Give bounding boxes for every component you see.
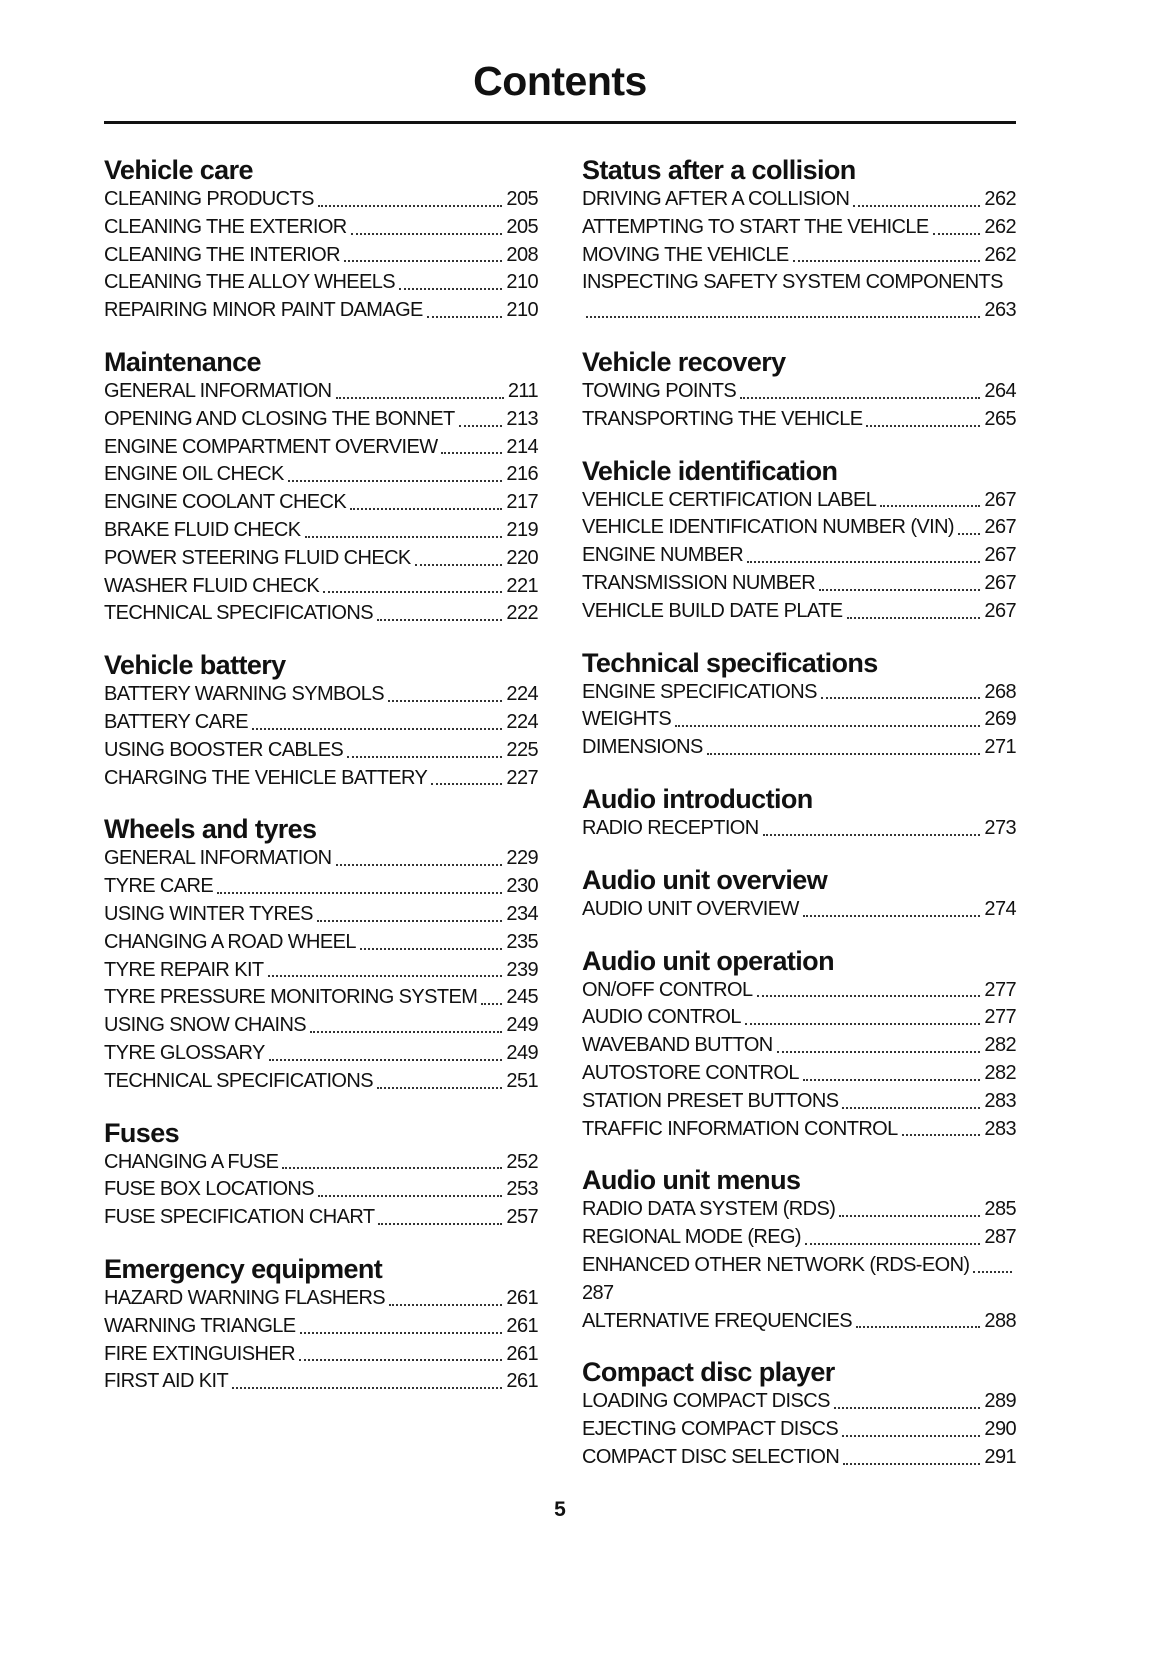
entry-page: 208 <box>506 243 538 266</box>
toc-entry[interactable] <box>104 709 538 737</box>
entry-title: ENGINE COOLANT CHECK <box>104 491 347 514</box>
entry-page: 269 <box>984 708 1016 731</box>
entry-title: CLEANING THE ALLOY WHEELS <box>104 271 396 294</box>
dot-leader <box>317 920 503 922</box>
entry-page: 261 <box>506 1370 538 1393</box>
dot-leader <box>902 1134 981 1136</box>
entry-page: 262 <box>984 188 1016 210</box>
entry-title: RADIO RECEPTION <box>582 816 759 839</box>
entry-title: TYRE GLOSSARY <box>104 1041 265 1064</box>
dot-leader <box>842 1435 980 1437</box>
entry-page: 252 <box>506 1150 538 1173</box>
entry-title: LOADING COMPACT DISCS <box>582 1390 830 1413</box>
toc-entry[interactable] <box>582 242 1016 270</box>
entry-title: FIRE EXTINGUISHER <box>104 1342 295 1365</box>
entry-page: 220 <box>506 546 538 569</box>
entry-page: 249 <box>506 1014 538 1037</box>
dot-leader <box>378 1223 502 1225</box>
toc-entry[interactable] <box>582 214 1016 242</box>
toc-entry[interactable] <box>104 765 538 793</box>
toc-entry[interactable] <box>104 434 538 462</box>
entry-title: CHANGING A FUSE <box>104 1150 279 1173</box>
entry-title: BATTERY WARNING SYMBOLS <box>104 683 384 706</box>
entry-title: COMPACT DISC SELECTION <box>582 1445 840 1468</box>
entry-page: 261 <box>506 1286 538 1309</box>
entry-page: 267 <box>984 571 1016 594</box>
toc-entry[interactable] <box>104 600 538 628</box>
entry-title: USING SNOW CHAINS <box>104 1014 307 1037</box>
toc-entry[interactable] <box>582 1060 1016 1088</box>
entry-page: 267 <box>984 599 1016 622</box>
dot-leader <box>481 1003 502 1005</box>
entry-title: WARNING TRIANGLE <box>104 1314 296 1337</box>
toc-entry[interactable] <box>104 378 538 406</box>
entry-page: 267 <box>984 544 1016 567</box>
section-heading: Vehicle recovery <box>582 346 786 377</box>
entry-title: REPAIRING MINOR PAINT DAMAGE <box>104 299 423 322</box>
toc-section <box>582 456 1016 626</box>
dot-leader <box>269 1059 503 1061</box>
entry-title: FUSE BOX LOCATIONS <box>104 1178 314 1201</box>
toc-entry[interactable] <box>582 706 1016 734</box>
entry-title: WAVEBAND BUTTON <box>582 1034 773 1057</box>
toc-entry[interactable] <box>104 573 538 601</box>
dot-leader <box>318 1195 502 1197</box>
entry-page: 221 <box>506 574 538 597</box>
toc-entry[interactable] <box>104 489 538 517</box>
entry-page: 225 <box>506 738 538 761</box>
toc-section <box>104 650 538 792</box>
toc-entry[interactable] <box>104 214 538 242</box>
toc-entry[interactable] <box>104 984 538 1012</box>
entry-title: GENERAL INFORMATION <box>104 379 332 402</box>
dot-leader <box>803 915 981 917</box>
toc-entry[interactable] <box>104 1176 538 1204</box>
toc-section <box>582 865 1016 924</box>
entry-title: TYRE CARE <box>104 875 214 898</box>
entry-page: 285 <box>984 1198 1016 1221</box>
toc-entry[interactable] <box>104 242 538 270</box>
toc-entry[interactable] <box>582 1116 1016 1144</box>
entry-title: CHANGING A ROAD WHEEL <box>104 930 356 953</box>
entry-page: 274 <box>984 897 1016 920</box>
toc-entry[interactable] <box>582 1088 1016 1116</box>
entry-title: MOVING THE VEHICLE <box>582 243 789 266</box>
entry-page: 271 <box>984 736 1016 759</box>
toc-entry[interactable] <box>582 1224 1016 1252</box>
toc-entry[interactable] <box>104 1341 538 1369</box>
toc-section <box>582 784 1016 843</box>
toc-entry[interactable] <box>582 514 1016 542</box>
dot-leader <box>740 397 980 399</box>
entry-page: 205 <box>506 188 538 210</box>
toc-entry[interactable] <box>582 1444 1016 1472</box>
entry-page: 210 <box>506 299 538 322</box>
entry-page: 235 <box>506 930 538 953</box>
toc-entry[interactable] <box>582 815 1016 843</box>
entry-title: ENHANCED OTHER NETWORK (RDS-EON) <box>582 1253 970 1276</box>
dot-leader <box>347 756 502 758</box>
dot-leader <box>252 728 502 730</box>
toc-section <box>104 1118 538 1232</box>
dot-leader <box>843 1463 980 1465</box>
toc-entry[interactable] <box>582 679 1016 707</box>
dot-leader <box>842 1107 980 1109</box>
entry-title: ENGINE SPECIFICATIONS <box>582 680 817 703</box>
toc-section <box>582 1165 1016 1335</box>
entry-page: 245 <box>506 986 538 1009</box>
entry-page: 219 <box>506 518 538 541</box>
toc-entry[interactable] <box>582 598 1016 626</box>
toc-section <box>104 814 538 1095</box>
contents-column-right <box>582 155 1016 1494</box>
entry-page: 214 <box>506 435 538 458</box>
dot-leader <box>933 233 981 235</box>
entry-page: 267 <box>984 516 1016 539</box>
toc-section <box>582 648 1016 762</box>
entry-page: 239 <box>506 958 538 981</box>
dot-leader <box>853 205 980 207</box>
toc-entry[interactable] <box>104 461 538 489</box>
dot-leader <box>431 783 502 785</box>
dot-leader <box>847 617 981 619</box>
dot-leader <box>389 1304 502 1306</box>
title-rule <box>104 121 1016 124</box>
toc-entry[interactable] <box>104 873 538 901</box>
toc-entry[interactable] <box>582 1308 1016 1336</box>
dot-leader <box>819 589 980 591</box>
section-heading: Vehicle identification <box>582 455 838 486</box>
entry-title: VEHICLE IDENTIFICATION NUMBER (VIN) <box>582 516 954 539</box>
toc-entry[interactable] <box>104 845 538 873</box>
dot-leader <box>427 316 503 318</box>
entry-page: 289 <box>984 1390 1016 1413</box>
entry-title: RADIO DATA SYSTEM (RDS) <box>582 1198 836 1221</box>
entry-title: AUDIO UNIT OVERVIEW <box>582 897 799 920</box>
dot-leader <box>299 1359 502 1361</box>
dot-leader <box>777 1051 981 1053</box>
entry-title: BRAKE FLUID CHECK <box>104 518 301 541</box>
toc-section <box>104 347 538 628</box>
toc-entry[interactable] <box>104 545 538 573</box>
dot-leader <box>821 697 981 699</box>
entry-title: HAZARD WARNING FLASHERS <box>104 1286 386 1309</box>
entry-page: 283 <box>984 1117 1016 1140</box>
entry-title: CLEANING THE INTERIOR <box>104 243 340 266</box>
contents-column-left <box>104 155 538 1418</box>
entry-page: 210 <box>506 271 538 294</box>
entry-title: GENERAL INFORMATION <box>104 847 332 870</box>
dot-leader <box>415 564 503 566</box>
entry-title: TRANSPORTING THE VEHICLE <box>582 407 863 430</box>
toc-entry[interactable] <box>582 570 1016 598</box>
entry-page: 261 <box>506 1314 538 1337</box>
entry-page: 287 <box>984 1226 1016 1249</box>
dot-leader <box>839 1215 980 1217</box>
toc-entry[interactable] <box>104 406 538 434</box>
dot-leader <box>318 205 503 207</box>
toc-entry[interactable] <box>104 1313 538 1341</box>
dot-leader <box>763 834 981 836</box>
entry-title: WEIGHTS <box>582 708 672 731</box>
toc-entry[interactable] <box>104 929 538 957</box>
entry-title: TOWING POINTS <box>582 379 737 402</box>
dot-leader <box>399 288 502 290</box>
toc-entry[interactable] <box>582 542 1016 570</box>
entry-title: TRANSMISSION NUMBER <box>582 571 816 594</box>
section-heading: Maintenance <box>104 346 261 377</box>
entry-title: BATTERY CARE <box>104 710 248 733</box>
toc-entry[interactable] <box>104 1012 538 1040</box>
dot-leader <box>793 260 981 262</box>
dot-leader <box>856 1326 980 1328</box>
dot-leader <box>958 533 980 535</box>
entry-page: 262 <box>984 243 1016 266</box>
entry-page: 234 <box>506 902 538 925</box>
entry-page: 205 <box>506 215 538 238</box>
entry-page: 227 <box>506 766 538 789</box>
dot-leader <box>350 508 502 510</box>
toc-entry[interactable] <box>104 1204 538 1232</box>
dot-leader <box>834 1407 981 1409</box>
section-heading: Status after a collision <box>582 155 856 185</box>
entry-page: 282 <box>984 1034 1016 1057</box>
section-heading: Wheels and tyres <box>104 814 317 845</box>
toc-entry[interactable] <box>104 901 538 929</box>
entry-page: 290 <box>984 1418 1016 1441</box>
entry-title: FIRST AID KIT <box>104 1370 229 1393</box>
entry-page: 224 <box>506 710 538 733</box>
entry-page: 291 <box>984 1445 1016 1468</box>
entry-page: 253 <box>506 1178 538 1201</box>
toc-entry[interactable] <box>582 378 1016 406</box>
toc-entry[interactable] <box>104 737 538 765</box>
dot-leader <box>973 1271 1012 1273</box>
dot-leader <box>351 233 503 235</box>
section-heading: Technical specifications <box>582 647 878 678</box>
toc-entry[interactable] <box>104 1368 538 1396</box>
dot-leader <box>282 1167 502 1169</box>
dot-leader <box>757 995 981 997</box>
dot-leader <box>305 536 503 538</box>
dot-leader <box>441 452 502 454</box>
toc-entry[interactable] <box>582 269 1016 325</box>
dot-leader <box>232 1387 502 1389</box>
dot-leader <box>803 1079 981 1081</box>
toc-entry[interactable] <box>582 1388 1016 1416</box>
entry-page: 288 <box>984 1309 1016 1332</box>
dot-leader <box>880 505 980 507</box>
toc-entry[interactable] <box>104 681 538 709</box>
dot-leader <box>805 1243 980 1245</box>
section-heading: Vehicle care <box>104 155 253 185</box>
dot-leader <box>459 425 503 427</box>
entry-title: DRIVING AFTER A COLLISION <box>582 188 850 210</box>
entry-title: POWER STEERING FLUID CHECK <box>104 546 411 569</box>
section-heading: Audio unit overview <box>582 864 828 895</box>
entry-page: 277 <box>984 1006 1016 1029</box>
entry-page: 277 <box>984 978 1016 1001</box>
section-heading: Emergency equipment <box>104 1253 383 1284</box>
page-title: Contents <box>473 58 647 104</box>
toc-entry[interactable] <box>582 734 1016 762</box>
toc-entry[interactable] <box>582 1252 1016 1308</box>
toc-entry[interactable] <box>104 957 538 985</box>
entry-page: 251 <box>506 1069 538 1092</box>
entry-title: ON/OFF CONTROL <box>582 978 753 1001</box>
toc-entry[interactable] <box>104 1149 538 1177</box>
entry-page: 267 <box>984 488 1016 511</box>
toc-section <box>104 1254 538 1396</box>
toc-section <box>582 155 1016 325</box>
entry-page: 273 <box>984 816 1016 839</box>
toc-entry[interactable] <box>582 186 1016 214</box>
toc-entry[interactable] <box>582 1416 1016 1444</box>
toc-entry[interactable] <box>104 1285 538 1313</box>
section-heading: Audio unit menus <box>582 1165 801 1196</box>
toc-entry[interactable] <box>104 269 538 297</box>
entry-title: TECHNICAL SPECIFICATIONS <box>104 1069 373 1092</box>
dot-leader <box>675 725 980 727</box>
section-heading: Fuses <box>104 1117 180 1148</box>
entry-page: 217 <box>506 491 538 514</box>
entry-title: WASHER FLUID CHECK <box>104 574 320 597</box>
dot-leader <box>268 975 503 977</box>
toc-section <box>104 155 538 325</box>
entry-page: 229 <box>506 847 538 870</box>
entry-page: 213 <box>506 407 538 430</box>
entry-title: REGIONAL MODE (REG) <box>582 1226 801 1249</box>
entry-title: TECHNICAL SPECIFICATIONS <box>104 602 373 625</box>
dot-leader <box>377 619 502 621</box>
entry-title: INSPECTING SAFETY SYSTEM COMPONENTS <box>582 271 1003 294</box>
section-heading: Audio unit operation <box>582 945 834 976</box>
entry-title: CLEANING THE EXTERIOR <box>104 215 347 238</box>
entry-page: 222 <box>506 602 538 625</box>
dot-leader <box>310 1031 502 1033</box>
page-number: 5 <box>554 1498 566 1521</box>
dot-leader <box>323 591 502 593</box>
dot-leader <box>377 1087 502 1089</box>
dot-leader <box>707 753 981 755</box>
toc-section <box>582 347 1016 434</box>
entry-page: 257 <box>506 1206 538 1229</box>
entry-page: 282 <box>984 1061 1016 1084</box>
entry-page: 211 <box>507 379 538 402</box>
entry-page: 264 <box>984 379 1016 402</box>
entry-page: 249 <box>506 1041 538 1064</box>
entry-title: DIMENSIONS <box>582 736 703 759</box>
dot-leader <box>388 700 502 702</box>
entry-page: 230 <box>506 875 538 898</box>
toc-entry[interactable] <box>582 1196 1016 1224</box>
toc-entry[interactable] <box>582 406 1016 434</box>
entry-title: ENGINE COMPARTMENT OVERVIEW <box>104 435 438 458</box>
entry-title: ENGINE NUMBER <box>582 544 744 567</box>
entry-title: VEHICLE CERTIFICATION LABEL <box>582 488 877 511</box>
entry-page: 268 <box>984 680 1016 703</box>
dot-leader <box>747 561 980 563</box>
entry-page: 265 <box>984 407 1016 430</box>
entry-page: 283 <box>984 1089 1016 1112</box>
section-heading: Audio introduction <box>582 783 813 814</box>
toc-entry[interactable] <box>582 977 1016 1005</box>
entry-title: FUSE SPECIFICATION CHART <box>104 1206 375 1229</box>
toc-entry[interactable] <box>104 1068 538 1096</box>
entry-title: AUDIO CONTROL <box>582 1006 741 1029</box>
entry-page: 224 <box>506 683 538 706</box>
dot-leader <box>217 892 502 894</box>
dot-leader <box>866 425 980 427</box>
entry-title: ENGINE OIL CHECK <box>104 463 284 486</box>
toc-entry[interactable] <box>104 186 538 214</box>
toc-entry[interactable] <box>104 1040 538 1068</box>
entry-page: 287 <box>582 1281 614 1304</box>
section-heading: Vehicle battery <box>104 650 286 681</box>
entry-title: CHARGING THE VEHICLE BATTERY <box>104 766 428 789</box>
dot-leader <box>344 260 502 262</box>
dot-leader <box>300 1332 503 1334</box>
dot-leader <box>288 480 503 482</box>
entry-title: TYRE REPAIR KIT <box>104 958 264 981</box>
entry-title: ATTEMPTING TO START THE VEHICLE <box>582 215 929 238</box>
entry-title: CLEANING PRODUCTS <box>104 188 314 210</box>
toc-entry[interactable] <box>582 487 1016 515</box>
entry-title: USING WINTER TYRES <box>104 902 313 925</box>
dot-leader <box>336 864 503 866</box>
entry-title: TRAFFIC INFORMATION CONTROL <box>582 1117 898 1140</box>
entry-title: VEHICLE BUILD DATE PLATE <box>582 599 843 622</box>
dot-leader <box>745 1023 981 1025</box>
entry-title: OPENING AND CLOSING THE BONNET <box>104 407 455 430</box>
entry-page: 262 <box>984 215 1016 238</box>
entry-title: AUTOSTORE CONTROL <box>582 1061 799 1084</box>
toc-entry[interactable] <box>582 896 1016 924</box>
entry-title: TYRE PRESSURE MONITORING SYSTEM <box>104 986 478 1009</box>
toc-section <box>582 1357 1016 1471</box>
toc-entry[interactable] <box>582 1032 1016 1060</box>
entry-title: EJECTING COMPACT DISCS <box>582 1418 839 1441</box>
entry-page: 263 <box>984 299 1016 322</box>
dot-leader <box>586 316 980 318</box>
toc-entry[interactable] <box>104 517 538 545</box>
dot-leader <box>360 948 503 950</box>
entry-title: ALTERNATIVE FREQUENCIES <box>582 1309 852 1332</box>
entry-title: USING BOOSTER CABLES <box>104 738 344 761</box>
toc-entry[interactable] <box>582 1004 1016 1032</box>
toc-section <box>582 946 1016 1144</box>
dot-leader <box>336 397 504 399</box>
entry-page: 261 <box>506 1342 538 1365</box>
entry-page: 216 <box>506 463 538 486</box>
entry-title: STATION PRESET BUTTONS <box>582 1089 839 1112</box>
toc-entry[interactable] <box>104 297 538 325</box>
section-heading: Compact disc player <box>582 1357 835 1388</box>
